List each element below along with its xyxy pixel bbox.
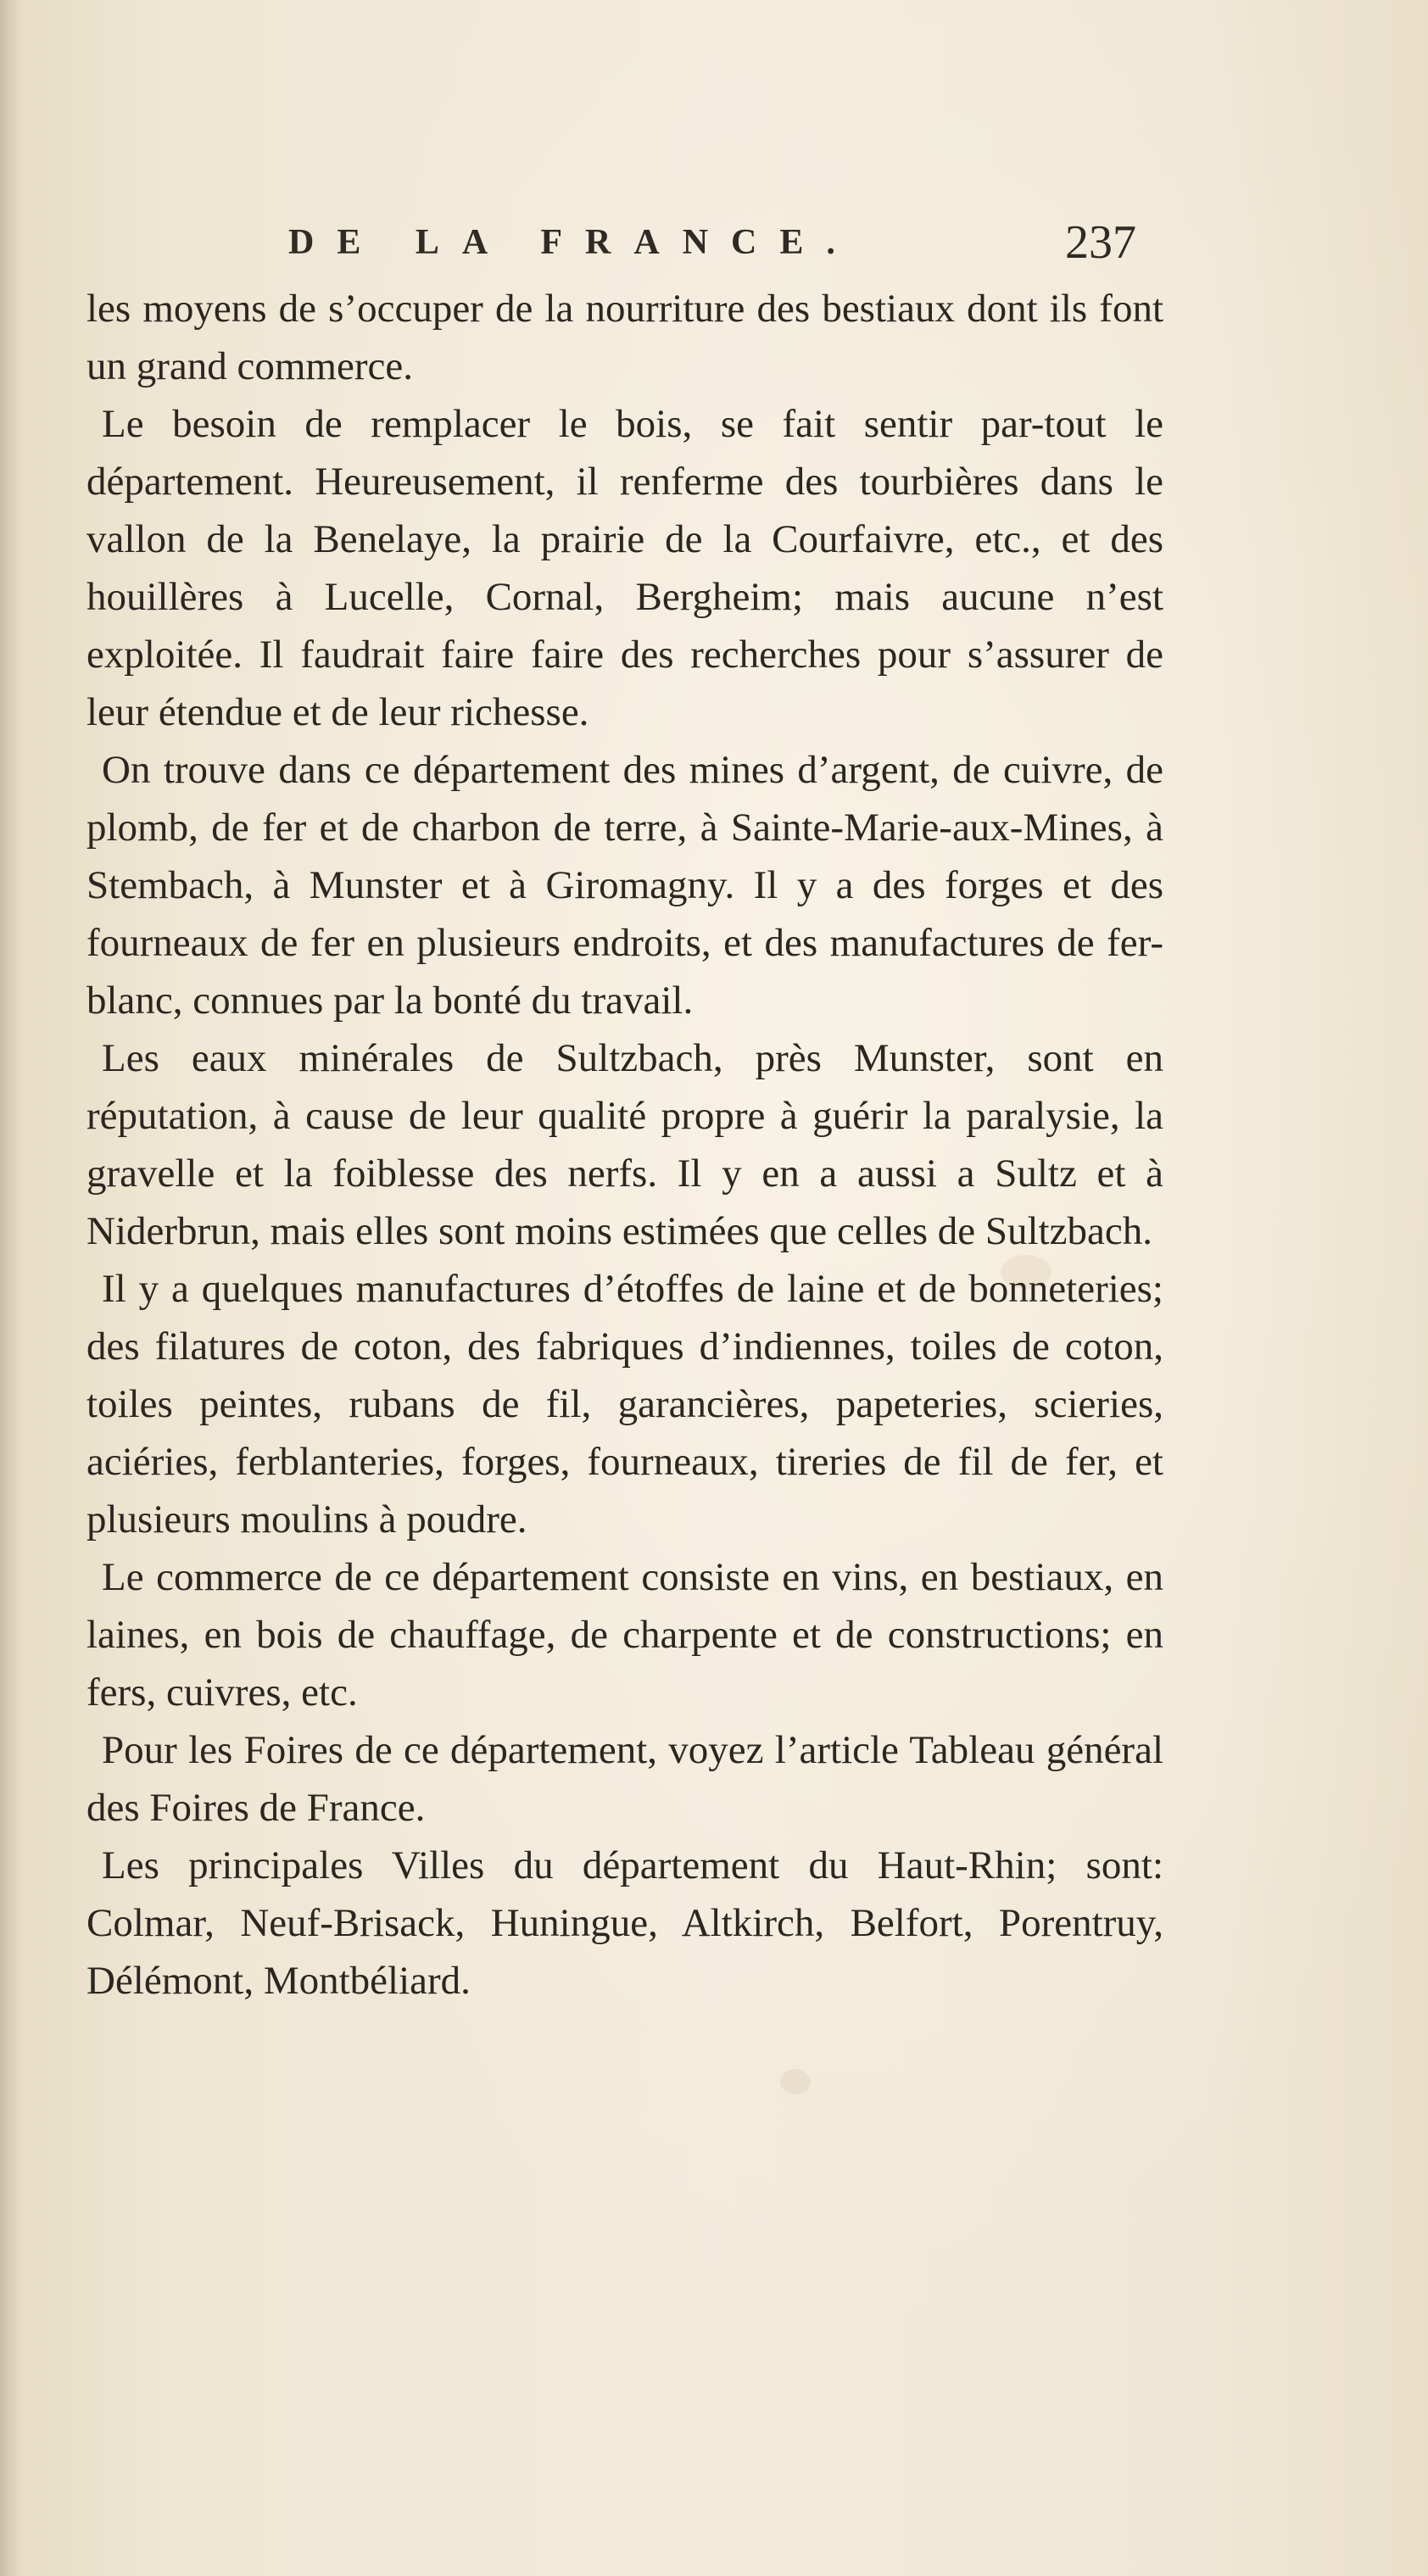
running-title: DE LA FRANCE.	[288, 223, 858, 262]
page-gutter-shadow	[0, 0, 22, 2576]
paper-stain	[780, 2069, 811, 2094]
paragraph: les moyens de s’occuper de la nourriture des bestiaux dont ils font un grand commerce.	[86, 287, 1163, 388]
paragraph: Les eaux minérales de Sultzbach, près Munster, sont en réputation, à cause de leur qualité propre à guérir la paralysie, la gravelle et la foiblesse des nerfs. Il y en a aussi a Sultz et à Niderbrun, mais elles sont moins estimées que celles de Sultzbach.	[86, 1036, 1163, 1253]
paragraph: Le commerce de ce département consiste en vins, en bestiaux, en laines, en bois de chauffage, de charpente et de constructions; en fers, cuivres, etc.	[86, 1555, 1163, 1715]
paragraph: Les principales Villes du département du Haut-Rhin; sont: Colmar, Neuf-Brisack, Huningue, Altkirch, Belfort, Porentruy, Délémont, Montbéliard.	[86, 1843, 1163, 2003]
body-text	[86, 280, 1163, 2010]
page-header	[288, 216, 1136, 273]
paragraph: Pour les Foires de ce département, voyez l’article Tableau général des Foires de France.	[86, 1728, 1163, 1830]
paragraph: Le besoin de remplacer le bois, se fait sentir par-tout le département. Heureusement, il renferme des tourbières dans le vallon de la Benelaye, la prairie de la Courfaivre, etc., et des houillères à Lucelle, Cornal, Bergheim; mais aucune n’est exploitée. Il faudrait faire faire des recherches pour s’assurer de leur étendue et de leur richesse.	[86, 402, 1163, 734]
paragraph: On trouve dans ce département des mines d’argent, de cuivre, de plomb, de fer et de charbon de terre, à Sainte-Marie-aux-Mines, à Stembach, à Munster et à Giromagny. Il y a des forges et des fourneaux de fer en plusieurs endroits, et des manufactures de fer-blanc, connues par la bonté du travail.	[86, 748, 1163, 1023]
paragraph: Il y a quelques manufactures d’étoffes de laine et de bonneteries; des filatures de coton, des fabriques d’indiennes, toiles de coton, toiles peintes, rubans de fil, garancières, papeteries, scieries, aciéries, ferblanteries, forges, fourneaux, tireries de fil de fer, et plusieurs moulins à poudre.	[86, 1267, 1163, 1542]
page-number: 237	[1065, 216, 1136, 269]
